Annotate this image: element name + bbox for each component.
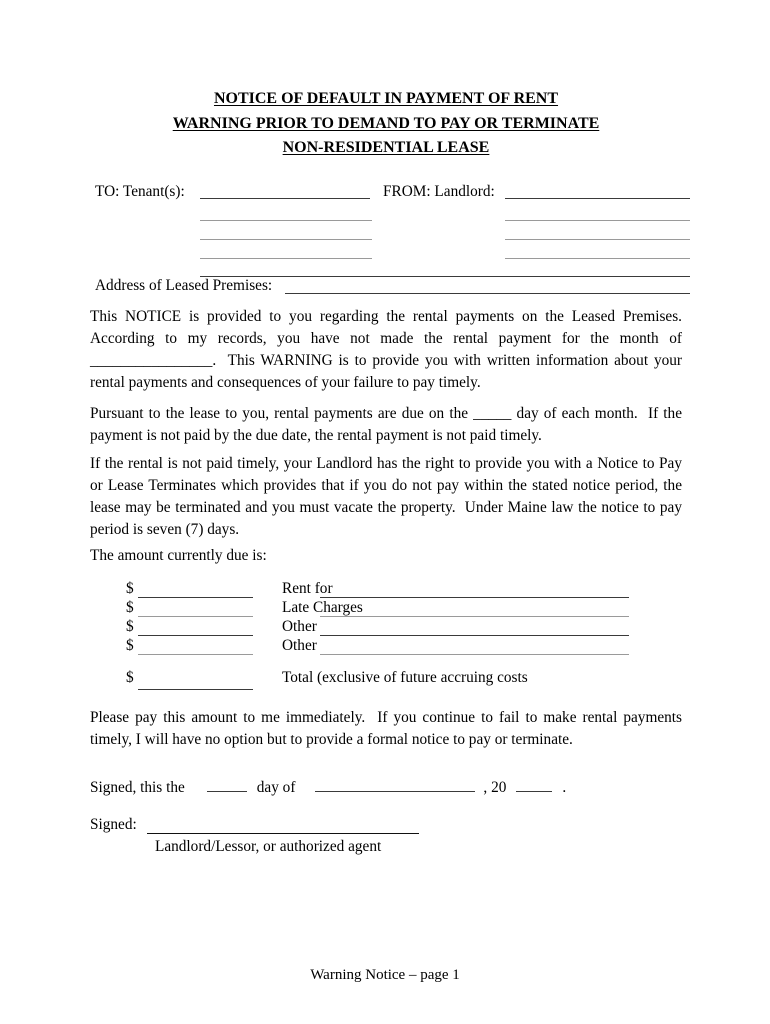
signature-blank-line — [147, 815, 419, 834]
description-blank-line — [320, 597, 629, 598]
tenant-name-line-4 — [200, 258, 372, 259]
full-width-blank-line — [200, 276, 690, 277]
year-blank-line — [516, 776, 552, 792]
amount-row-rent — [90, 580, 682, 599]
amount-blank-line — [138, 616, 253, 617]
amount-blank-line — [138, 654, 253, 655]
tenant-name-line-2 — [200, 220, 372, 221]
landlord-name-line-3 — [505, 239, 690, 240]
amount-row-late-charges — [90, 599, 682, 618]
due-date-paragraph: Pursuant to the lease to you, rental payments are due on the _____ day of each month. If the payment is not paid by the due date, the rental payment is not paid timely. — [90, 404, 686, 444]
tenant-name-line-1 — [200, 198, 370, 199]
tenant-name-line-3 — [200, 239, 372, 240]
dollar-sign: $ — [126, 668, 134, 686]
amount-blank-line — [138, 597, 253, 598]
total-label: Total (exclusive of future accruing costs — [282, 668, 528, 686]
address-of-leased-premises-label: Address of Leased Premises: — [95, 276, 273, 294]
amount-due-heading: The amount currently due is: — [90, 546, 267, 564]
description-blank-line — [320, 616, 629, 617]
month-blank-line — [315, 776, 475, 792]
signed-date-row — [90, 776, 682, 798]
dollar-sign: $ — [126, 636, 134, 654]
address-blank-line — [285, 293, 690, 294]
dollar-sign: $ — [126, 617, 134, 635]
dollar-sign: $ — [126, 579, 134, 597]
day-of-label: day of — [256, 778, 296, 796]
signed-label: Signed: — [90, 815, 137, 833]
amounts-section — [90, 580, 682, 691]
year-prefix: , 20 — [483, 778, 507, 796]
page-footer: Warning Notice – page 1 — [310, 967, 460, 983]
amount-row-total — [90, 669, 682, 691]
day-blank-line — [207, 776, 247, 792]
notice-to-pay-paragraph: If the rental is not paid timely, your Landlord has the right to provide you with a Notice to Pay or Lease Terminates which provides that if you do not pay within the stated notice period, the lease may be terminated and you must vacate the property. Under Maine law the notice to pay period is seven (7) days. — [90, 454, 686, 538]
description-blank-line — [320, 635, 629, 636]
amount-row-other-2 — [90, 637, 682, 656]
from-landlord-label: FROM: Landlord: — [383, 182, 495, 200]
parties-section — [90, 183, 682, 295]
total-amount-blank-line — [138, 689, 253, 690]
signer-caption: Landlord/Lessor, or authorized agent — [155, 837, 382, 855]
amount-row-label: Late Charges — [282, 598, 363, 616]
landlord-name-line-4 — [505, 258, 690, 259]
amount-row-other-1 — [90, 618, 682, 637]
amount-row-label: Rent for — [282, 579, 333, 597]
amount-row-label: Other — [282, 617, 317, 635]
sentence-period: . — [562, 778, 567, 796]
content-area — [90, 0, 690, 858]
landlord-name-line-2 — [505, 220, 690, 221]
title-line-3: NON-RESIDENTIAL LEASE — [282, 139, 490, 156]
dollar-sign: $ — [126, 598, 134, 616]
please-pay-paragraph: Please pay this amount to me immediately. If you continue to fail to make rental payments timely, I will have no option but to provide a formal notice to pay or terminate. — [90, 708, 686, 748]
to-tenants-label: TO: Tenant(s): — [95, 182, 185, 200]
landlord-name-line-1 — [505, 198, 690, 199]
amount-blank-line — [138, 635, 253, 636]
notice-paragraph: This NOTICE is provided to you regarding the rental payments on the Leased Premises. According to my records, you have not made the rental payment for the month of ________________. This WARNING is to provide you with written information about your rental payments and consequences of your failure to pay timely. — [90, 307, 690, 391]
signed-date-prefix: Signed, this the — [90, 778, 185, 796]
document-title — [90, 87, 682, 161]
title-line-1: NOTICE OF DEFAULT IN PAYMENT OF RENT — [213, 90, 559, 107]
signature-row — [90, 812, 682, 834]
description-blank-line — [320, 654, 629, 655]
title-line-2: WARNING PRIOR TO DEMAND TO PAY OR TERMINATE — [172, 114, 600, 132]
amount-row-label: Other — [282, 636, 317, 654]
